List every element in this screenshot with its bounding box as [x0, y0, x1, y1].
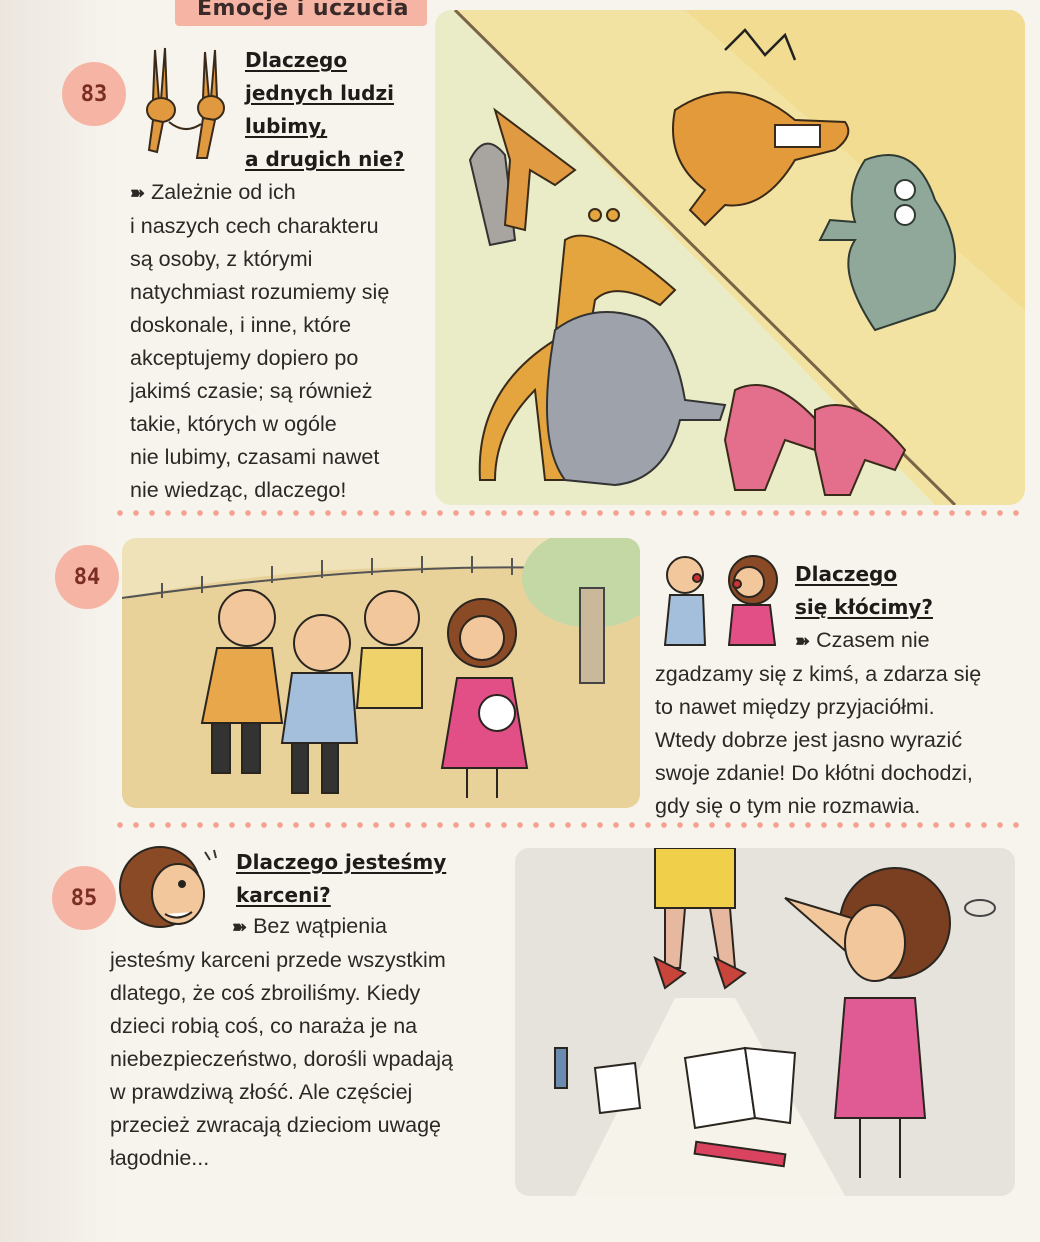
question-title-83: Dlaczego jednych ludzi lubimy, a drugich nie?: [245, 48, 405, 171]
adult-scolding-girl-illustration: [515, 848, 1015, 1196]
arrow-icon: ➽: [795, 631, 811, 651]
answer-text-85: ➽ Bez wątpienia jesteśmy karceni przede wszystkim dlatego, że coś zbroiliśmy. Kiedy dzieci robią coś, co naraża je na niebezpieczeństwo, dorośli wpadają w prawdziwą złość. Ale częściej przecież zwracają dzieciom uwagę łagodnie...: [110, 910, 453, 1175]
animals-friends-and-enemies-illustration: [435, 10, 1025, 505]
answer-text-84: ➽ Czasem nie zgadzamy się z kimś, a zdarza się to nawet między przyjaciółmi. Wtedy dobrze jest jasno wyrazić swoje zdanie! Do kłótni dochodzi, gdy się o tym nie rozmawia.: [655, 624, 981, 823]
page-edge-shadow: [0, 0, 120, 1242]
answer-text-83: ➽ Zależnie od ich i naszych cech charakteru są osoby, z którymi natychmiast rozumiemy się doskonale, i inne, które akceptujemy dopiero po jakimś czasie; są również takie, których w ogóle nie lubimy, czasami nawet nie wiedząc, dlaczego!: [130, 176, 389, 507]
question-number-83: 83: [62, 62, 126, 126]
section-header-tab: [175, 0, 427, 26]
arrow-icon: ➽: [232, 917, 248, 937]
rabbits-holding-hands-illustration: [135, 40, 240, 170]
question-number-84: 84: [55, 545, 119, 609]
children-arguing-playground-illustration: [122, 538, 640, 808]
section-title: Emocje i uczucia: [197, 0, 410, 21]
section-divider: [112, 822, 1028, 828]
section-divider: [112, 510, 1028, 516]
arrow-icon: ➽: [130, 183, 146, 203]
question-number-85: 85: [52, 866, 116, 930]
question-title-85: Dlaczego jesteśmy karceni?: [236, 850, 447, 907]
question-title-84: Dlaczego się kłócimy?: [795, 562, 933, 619]
